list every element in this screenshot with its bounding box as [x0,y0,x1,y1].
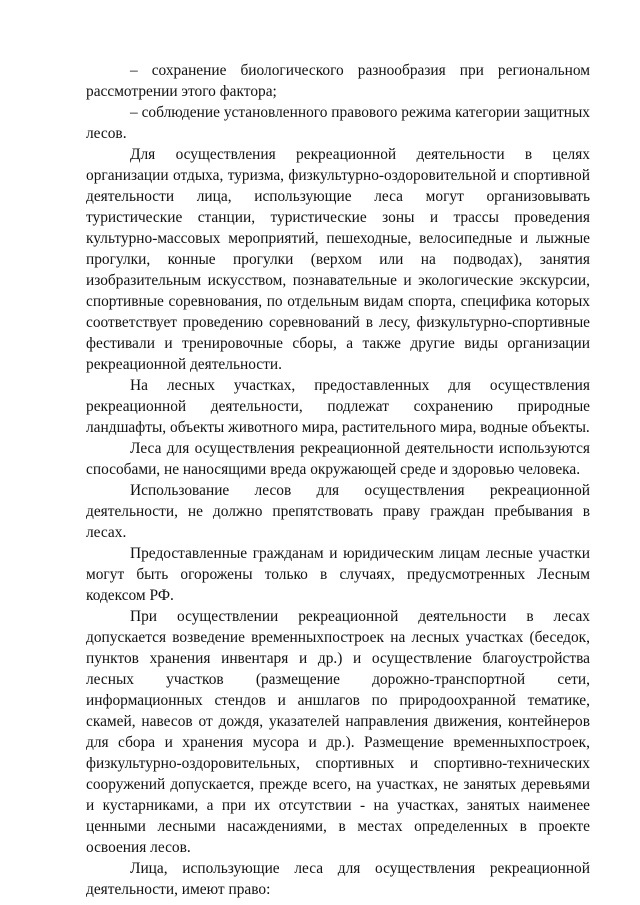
paragraph-legal-regime: – соблюдение установленного правового режима категории защитных лесов. [86,104,590,142]
paragraph-preservation: На лесных участках, предоставленных для осуществления рекреационной деятельности, подлежат сохранению природные ландшафты, объекты животного мира, растительного мира, водные объекты. [86,377,590,436]
paragraph-citizen-access: Использование лесов для осуществления рекреационной деятельности, не должно препятствовать праву граждан пребывания в лесах. [86,482,590,541]
paragraph-fencing: Предоставленные гражданам и юридическим лицам лесные участки могут быть огорожены только в случаях, предусмотренных Лесным кодексом РФ. [86,545,590,604]
paragraph-harmless-methods: Леса для осуществления рекреационной деятельности используются способами, не наносящими вреда окружающей среде и здоровью человека. [86,440,590,478]
document-page [86,60,590,900]
paragraph-rights-intro: Лица, использующие леса для осуществления рекреационной деятельности, имеют право: [86,860,590,898]
paragraph-biodiversity: – сохранение биологического разнообразия при региональном рассмотрении этого фактора; [86,62,590,100]
paragraph-temporary-buildings: При осуществлении рекреационной деятельности в лесах допускается возведение временныхпостроек на лесных участках (беседок, пунктов хранения инвентаря и др.) и осуществление благоустройства лесных участков (размещение дорожно-транспортной сети, информационных стендов и аншлагов по природоохранной тематике, скамей, навесов от дождя, указателей направления движения, контейнеров для сбора и хранения мусора и др.). Размещение временныхпостроек, физкультурно-оздоровительных, спортивных и спортивно-технических сооружений допускается, прежде всего, на участках, не занятых деревьями и кустарниками, а при их отсутствии - на участках, занятых наименее ценными лесными насаждениями, в местах определенных в проекте освоения лесов. [86,608,590,856]
paragraph-recreation-activities: Для осуществления рекреационной деятельности в целях организации отдыха, туризма, физкультурно-оздоровительной и спортивной деятельности лица, использующие леса могут организовывать туристические станции, туристические зоны и трассы проведения культурно-массовых мероприятий, пешеходные, велосипедные и лыжные прогулки, конные прогулки (верхом или на подводах), занятия изобразительным искусством, познавательные и экологические экскурсии, спортивные соревнования, по отдельным видам спорта, специфика которых соответствует проведению соревнований в лесу, физкультурно-спортивные фестивали и тренировочные сборы, а также другие виды организации рекреационной деятельности. [86,146,590,373]
